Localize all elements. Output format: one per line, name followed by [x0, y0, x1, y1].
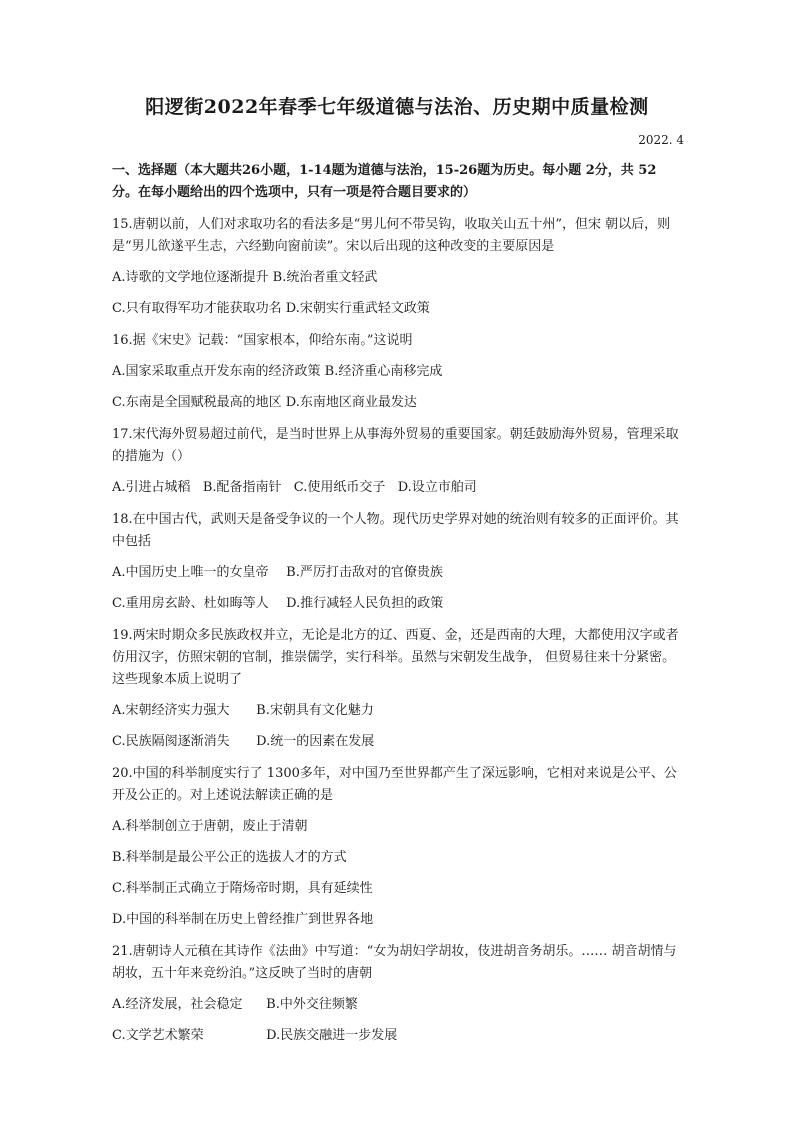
option-line: [112, 732, 686, 752]
option-b: B.统治者重文轻武: [272, 270, 378, 285]
option-d: D.宋朝实行重武轻文政策: [285, 301, 430, 316]
option-b: B.严厉打击敌对的官僚贵族: [286, 565, 443, 580]
question-stem: 19.两宋时期众多民族政权并立，无论是北方的辽、西夏、金，还是西南的大理，大都使用汉字或者仿用汉字，仿照宋朝的官制，推崇儒学，实行科举。虽然与宋朝发生战争， 但贸易往来十分紧密。这些现象本质上说明了: [112, 628, 679, 687]
option-d: D.东南地区商业最发达: [285, 395, 417, 410]
option-line: [112, 594, 686, 614]
question-16: [112, 330, 686, 413]
option-line: [112, 268, 686, 288]
option-line: [112, 848, 686, 868]
option-line: [112, 393, 686, 413]
option-d: D.推行减轻人民负担的政策: [286, 596, 444, 611]
option-a: A.中国历史上唯一的女皇帝: [112, 565, 269, 580]
question-21: [112, 941, 686, 1046]
question-15: [112, 214, 686, 319]
option-d: D.民族交融进一步发展: [266, 1028, 398, 1043]
question-stem: 21.唐朝诗人元稹在其诗作《法曲》中写道：“女为胡妇学胡妆，伎进胡音务胡乐。…… 胡音胡情与胡妆，五十年来竞纷泊。”这反映了当时的唐朝: [112, 944, 677, 981]
question-stem: 20.中国的科举制度实行了 1300多年，对中国乃至世界都产生了深远影响，它相对来说是公平、公开及公正的。对上述说法解读正确的是: [112, 766, 677, 803]
option-c: C.使用纸币交子: [293, 480, 386, 495]
option-c: C.只有取得军功才能获取功名: [112, 301, 282, 316]
question-19: [112, 625, 686, 752]
option-c: C.民族隔阂逐渐消失: [112, 734, 230, 749]
option-a: A.引进占城稻: [112, 480, 191, 495]
option-line: [112, 478, 686, 498]
question-18: [112, 509, 686, 614]
option-c: C.科举制正式确立于隋炀帝时期，具有延续性: [112, 881, 373, 896]
option-line: [112, 910, 686, 930]
option-c: C.文学艺术繁荣: [112, 1028, 204, 1043]
question-stem: 16.据《宋史》记载：“国家根本，仰给东南。”这说明: [112, 333, 413, 348]
exam-content: [112, 160, 686, 1057]
option-a: A.国家采取重点开发东南的经济政策: [112, 364, 321, 379]
option-d: D.统一的因素在发展: [256, 734, 375, 749]
option-a: A.科举制创立于唐朝，废止于清朝: [112, 819, 308, 834]
option-line: [112, 817, 686, 837]
option-c: C.重用房玄龄、杜如晦等人: [112, 596, 269, 611]
page-title: 阳逻街2022年春季七年级道德与法治、历史期中质量检测: [145, 96, 649, 118]
option-line: [112, 995, 686, 1015]
option-b: B.中外交往频繁: [266, 997, 358, 1012]
section-heading: 一、选择题（本大题共26小题，1-14题为道德与法治，15-26题为历史。每小题 2分，共 52 分。在每小题给出的四个选项中，只有一项是符合题目要求的）: [112, 163, 657, 200]
question-stem: 18.在中国古代，武则天是备受争议的一个人物。现代历史学界对她的统治则有较多的正面评价。其中包括: [112, 512, 679, 549]
option-line: [112, 299, 686, 319]
option-line: [112, 701, 686, 721]
option-line: [112, 563, 686, 583]
option-d: D.中国的科举制在历史上曾经推广到世界各地: [112, 912, 374, 927]
option-d: D.设立市舶司: [397, 480, 477, 495]
option-b: B.宋朝具有文化魅力: [256, 703, 374, 718]
option-b: B.配备指南针: [202, 480, 282, 495]
option-b: B.经济重心南移完成: [324, 364, 443, 379]
question-17: [112, 424, 686, 498]
option-line: [112, 879, 686, 899]
option-c: C.东南是全国赋税最高的地区: [112, 395, 282, 410]
option-a: A.宋朝经济实力强大: [112, 703, 230, 718]
option-line: [112, 362, 686, 382]
option-line: [112, 1026, 686, 1046]
option-b: B.科举制是最公平公正的选拔人才的方式: [112, 850, 347, 865]
exam-date: 2022. 4: [638, 133, 684, 147]
option-a: A.诗歌的文学地位逐渐提升: [112, 270, 269, 285]
question-stem: 17.宋代海外贸易超过前代，是当时世界上从事海外贸易的重要国家。朝廷鼓励海外贸易，管理采取的措施为（）: [112, 427, 679, 464]
question-stem: 15.唐朝以前，人们对求取功名的看法多是“男儿何不带吴钩，收取关山五十州”，但宋 朝以后，则是“男儿欲遂平生志，六经勤向窗前读”。宋以后出现的这种改变的主要原因是: [112, 217, 671, 254]
option-a: A.经济发展，社会稳定: [112, 997, 243, 1012]
question-20: [112, 763, 686, 930]
